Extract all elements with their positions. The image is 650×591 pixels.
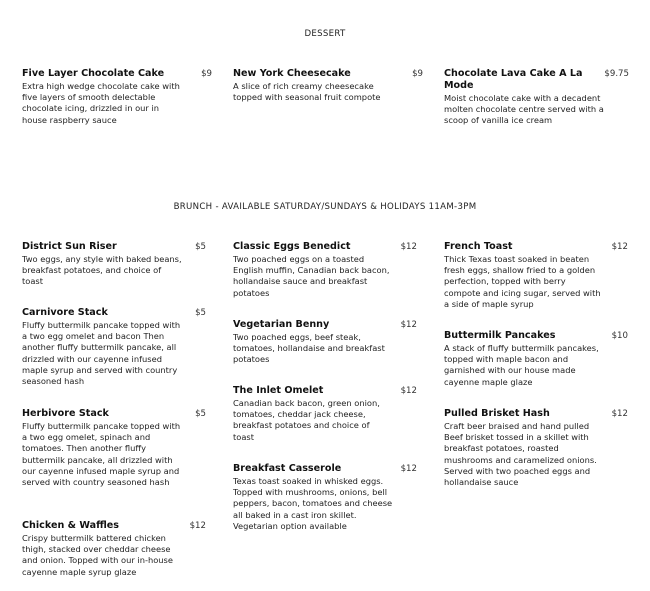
item-name: French Toast [444,241,513,252]
dessert-col-1 [22,68,212,126]
item-price: $9 [201,69,212,79]
item-description: Fluffy buttermilk pancake topped with a two egg omelet, spinach and tomatoes. Then another fluffy buttermilk pancake, all drizzled with our cayenne infused maple syrup and served with country seasoned hash [22,421,181,488]
menu-item [233,68,423,103]
item-price: $12 [611,409,628,419]
menu-item [22,241,206,288]
menu-item [22,307,206,387]
item-description: Two poached eggs on a toasted English muffin, Canadian back bacon, hollandaise sauce and breakfast potatoes [233,254,390,298]
menu-item [233,319,417,366]
dessert-col-3 [444,68,629,127]
item-name: District Sun Riser [22,241,117,252]
dessert-title: DESSERT [304,29,346,39]
menu-item [22,68,212,126]
item-description: Fluffy buttermilk pancake topped with a two egg omelet and bacon Then another fluffy buttermilk pancake, all drizzled with our cayenne infused maple syrup and served with country seasoned hash [22,320,181,387]
item-description: Extra high wedge chocolate cake with five layers of smooth delectable chocolate icing, drizzled in our in house raspberry sauce [22,81,180,125]
item-price: $5 [195,409,206,419]
item-price: $12 [400,386,417,396]
item-description: A stack of fluffy buttermilk pancakes, topped with maple bacon and garnished with our house made cayenne maple glaze [444,343,599,387]
item-price: $12 [400,320,417,330]
item-price: $5 [195,242,206,252]
item-description: Canadian back bacon, green onion, tomatoes, cheddar jack cheese, breakfast potatoes and choice of toast [233,398,380,442]
item-description: Two eggs, any style with baked beans, breakfast potatoes, and choice of toast [22,254,182,287]
item-name: Classic Eggs Benedict [233,241,351,252]
menu-item [233,385,417,443]
item-description: Craft beer braised and hand pulled Beef brisket tossed in a skillet with breakfast potatoes, roasted mushrooms and caramelized onions. Served with two poached eggs and hollandaise sauce [444,421,597,488]
item-description: Thick Texas toast soaked in beaten fresh eggs, shallow fried to a golden perfection, topped with berry compote and icing sugar, served with a side of maple syrup [444,254,601,309]
item-name: Pulled Brisket Hash [444,408,550,419]
item-name: Vegetarian Benny [233,319,330,330]
brunch-title: BRUNCH - AVAILABLE SATURDAY/SUNDAYS & HOLIDAYS 11AM-3PM [173,202,477,212]
item-name: Chocolate Lava Cake A La Mode [444,68,583,91]
item-name: Chicken & Waffles [22,520,119,531]
item-description: A slice of rich creamy cheesecake topped with seasonal fruit compote [233,81,381,103]
item-name: Carnivore Stack [22,307,108,318]
menu-item [444,408,628,488]
item-description: Texas toast soaked in whisked eggs. Topped with mushrooms, onions, bell peppers, bacon, tomatoes and cheese all baked in a cast iron skillet. Vegetarian option available [233,476,393,531]
item-name: New York Cheesecake [233,68,351,79]
item-name: Five Layer Chocolate Cake [22,68,165,79]
menu-item [22,408,206,488]
menu-item [444,330,628,388]
menu-item [444,241,628,310]
menu-item [233,241,417,299]
item-price: $9 [412,69,423,79]
item-price: $12 [189,521,206,531]
item-name: Herbivore Stack [22,408,109,419]
item-price: $12 [400,242,417,252]
item-description: Two poached eggs, beef steak, tomatoes, hollandaise and breakfast potatoes [233,332,385,365]
menu-item [444,68,629,127]
item-price: $9.75 [604,69,629,79]
item-price: $12 [400,464,417,474]
item-description: Crispy buttermilk battered chicken thigh, stacked over cheddar cheese and onion. Topped with our in-house cayenne maple syrup glaze [22,533,173,577]
item-price: $10 [611,331,628,341]
item-description: Moist chocolate cake with a decadent molten chocolate centre served with a scoop of vanilla ice cream [444,93,604,126]
item-price: $12 [611,242,628,252]
item-name: The Inlet Omelet [233,385,324,396]
menu-item [22,520,206,578]
item-price: $5 [195,308,206,318]
menu-item [233,463,417,532]
item-name: Breakfast Casserole [233,463,342,474]
item-name: Buttermilk Pancakes [444,330,556,341]
dessert-col-2 [233,68,423,103]
